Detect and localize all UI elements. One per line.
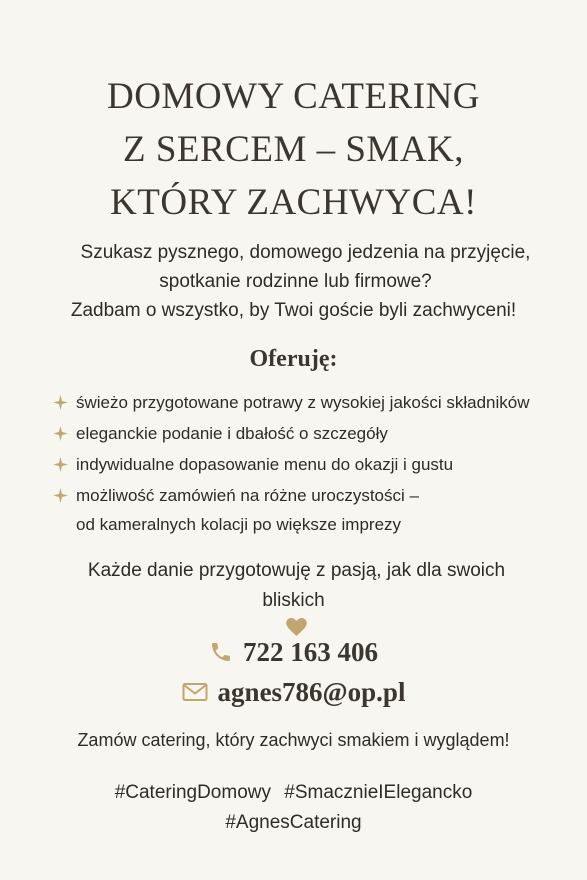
sparkle-star-icon: [52, 481, 68, 510]
hashtags: [0, 778, 587, 838]
hashtag: #SmacznieIElegancko: [284, 782, 473, 803]
hashtag-row: [0, 808, 587, 838]
page-title: [0, 70, 587, 229]
offer-list: [52, 388, 582, 541]
envelope-icon: [182, 682, 208, 702]
offer-item-text-continued: od kameralnych kolacji po większe imprezy: [76, 515, 402, 534]
phone-icon: [209, 640, 233, 664]
order-call-to-action: Zamów catering, który zachwyci smakiem i wyglądem!: [77, 730, 510, 750]
email-address[interactable]: agnes786@op.pl: [217, 676, 406, 707]
passion-line-2: bliskich: [262, 590, 325, 611]
sparkle-star-icon: [52, 419, 68, 448]
passion-line-1: Każde danie przygotowuję z pasją, jak dla swoich: [87, 560, 506, 581]
phone-row: [0, 633, 587, 671]
offer-item: [52, 481, 582, 539]
intro-line-1: Szukasz pysznego, domowego jedzenia na przyjęcie,: [80, 242, 531, 263]
title-line-1: DOMOWY CATERING: [106, 76, 481, 117]
sparkle-star-icon: [52, 450, 68, 479]
title-line-3: KTÓRY ZACHWYCA!: [110, 182, 477, 223]
sparkle-star-icon: [52, 388, 68, 417]
hashtag: #CateringDomowy: [114, 782, 271, 803]
offer-item-text: indywidualne dopasowanie menu do okazji i gustu: [76, 455, 454, 474]
intro-text: [0, 238, 587, 325]
intro-line-3: Zadbam o wszystko, by Twoi goście byli zachwyceni!: [70, 300, 517, 321]
offer-item: [52, 388, 582, 417]
phone-number[interactable]: 722 163 406: [243, 636, 378, 667]
hashtag: #AgnesCatering: [225, 812, 362, 833]
offer-heading: Oferuję:: [249, 346, 338, 372]
title-line-2: Z SERCEM – SMAK,: [122, 129, 465, 170]
offer-item-text: świeżo przygotowane potrawy z wysokiej jakości składników: [76, 393, 530, 412]
intro-line-2: spotkanie rodzinne lub firmowe?: [159, 271, 432, 292]
email-row: [0, 673, 587, 711]
offer-item-text: eleganckie podanie i dbałość o szczegóły: [76, 424, 388, 443]
hashtag-row: [0, 778, 587, 808]
offer-item: [52, 450, 582, 479]
offer-item-text: możliwość zamówień na różne uroczystości –: [76, 486, 419, 505]
offer-item: [52, 419, 582, 448]
